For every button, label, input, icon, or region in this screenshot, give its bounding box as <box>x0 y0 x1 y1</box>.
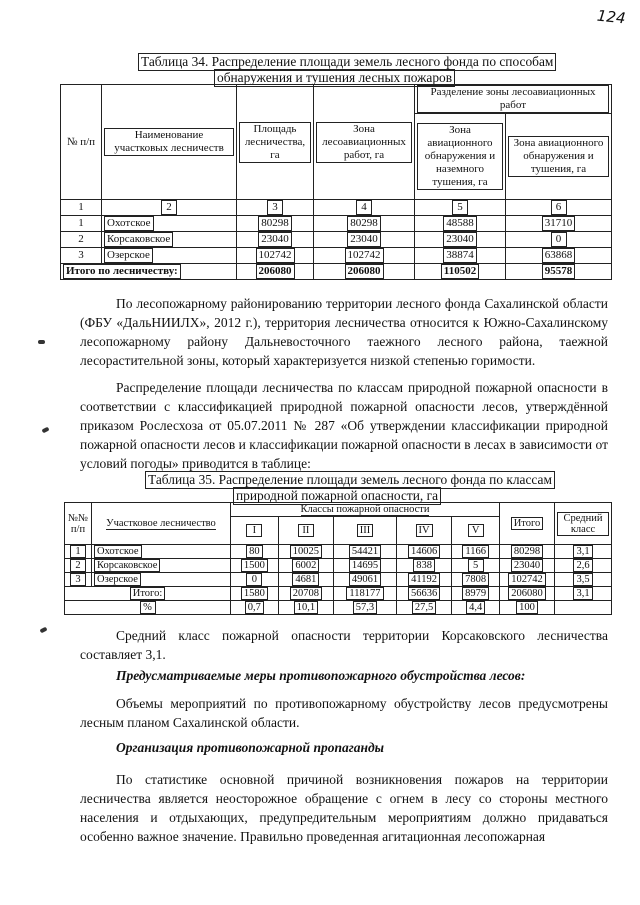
t34-cell: Озерское <box>102 248 237 264</box>
t35-cell: 8979 <box>452 587 500 601</box>
t34-cell: 23040 <box>237 232 314 248</box>
t34-cell: Корсаковское <box>102 232 237 248</box>
t35-cell: Озерское <box>92 573 231 587</box>
t35-cell: 5 <box>452 559 500 573</box>
t35-cell: 80298 <box>500 545 555 559</box>
t35-cell: 56636 <box>396 587 451 601</box>
t35-cell: 14695 <box>334 559 397 573</box>
t34-total-label: Итого по лесничеству: <box>61 264 237 280</box>
t35-cell: 57,3 <box>334 601 397 615</box>
t34-colnum: 1 <box>61 200 102 216</box>
t34-cell: 31710 <box>506 216 612 232</box>
table35 <box>64 502 612 615</box>
t34-h-split: Разделение зоны лесоавиационных работ <box>415 85 612 114</box>
t34-cell: 110502 <box>415 264 506 280</box>
page-number: 124 <box>596 6 627 28</box>
t34-cell: 0 <box>506 232 612 248</box>
table35-caption <box>146 472 554 504</box>
t34-h-no: № п/п <box>61 85 102 200</box>
t35-cell: 3,5 <box>555 573 612 587</box>
heading-fire-measures: Предусматриваемые меры противопожарного обустройства лесов: <box>116 668 526 683</box>
t35-class-label: II <box>278 517 333 545</box>
table35-caption-line1: Таблица 35. Распределение площади земель лесного фонда по классам <box>148 472 552 487</box>
t35-total-label: Итого: <box>65 587 231 601</box>
t34-cell: 48588 <box>415 216 506 232</box>
paragraph-measures <box>80 694 608 732</box>
t35-cell: 118177 <box>334 587 397 601</box>
t34-cell: 3 <box>61 248 102 264</box>
t35-cell: 4,4 <box>452 601 500 615</box>
t34-colnum: 6 <box>506 200 612 216</box>
t35-cell: 10025 <box>278 545 333 559</box>
t35-cell: 3,1 <box>555 545 612 559</box>
t34-colnum: 4 <box>314 200 415 216</box>
t34-cell: 38874 <box>415 248 506 264</box>
t35-cell: Корсаковское <box>92 559 231 573</box>
t35-cell: 27,5 <box>396 601 451 615</box>
table-row <box>61 248 612 264</box>
t34-h-area: Площадь лесничества, га <box>237 85 314 200</box>
t34-colnum: 3 <box>237 200 314 216</box>
t34-cell: 206080 <box>314 264 415 280</box>
t35-h-avg: Средний класс <box>555 503 612 545</box>
t35-cell: 2 <box>65 559 92 573</box>
table-row <box>65 545 612 559</box>
t35-cell: 1500 <box>231 559 279 573</box>
para3: Средний класс пожарной опасности территории Корсаковского лесничества составляет 3,1. <box>80 628 608 662</box>
t34-colnum: 2 <box>102 200 237 216</box>
t34-cell: 2 <box>61 232 102 248</box>
t35-h-classes: Классы пожарной опасности <box>231 503 500 517</box>
t35-cell: 100 <box>500 601 555 615</box>
t35-cell: 23040 <box>500 559 555 573</box>
t35-cell <box>555 601 612 615</box>
paragraph-fire-zoning <box>80 294 608 370</box>
paragraph-avg-class <box>80 626 608 664</box>
t35-cell: Охотское <box>92 545 231 559</box>
t35-cell: 3,1 <box>555 587 612 601</box>
t34-cell: 63868 <box>506 248 612 264</box>
t34-cell: 1 <box>61 216 102 232</box>
t35-cell: 2,6 <box>555 559 612 573</box>
t34-h-sub1: Зона авиационного обнаружения и наземного тушения, га <box>415 114 506 200</box>
t35-cell: 41192 <box>396 573 451 587</box>
paragraph-fire-classes <box>80 378 608 473</box>
para4: Объемы мероприятий по противопожарному обустройству лесов предусмотрены лесным планом Сахалинской области. <box>80 696 608 730</box>
table-row <box>65 573 612 587</box>
t35-h-no: №№ п/п <box>65 503 92 545</box>
t35-cell: 1580 <box>231 587 279 601</box>
t35-class-label: III <box>334 517 397 545</box>
table-row <box>65 559 612 573</box>
t35-cell: 14606 <box>396 545 451 559</box>
t34-cell: 102742 <box>237 248 314 264</box>
heading-propaganda: Организация противопожарной пропаганды <box>116 740 385 755</box>
t35-h-name: Участковое лесничество <box>92 503 231 545</box>
table34-caption-line1: Таблица 34. Распределение площади земель лесного фонда по способам <box>141 54 554 69</box>
t35-cell: 0,7 <box>231 601 279 615</box>
t34-cell: 102742 <box>314 248 415 264</box>
t35-pct-label: % <box>65 601 231 615</box>
margin-mark <box>41 427 49 434</box>
paragraph-propaganda <box>80 770 608 846</box>
table-row <box>61 232 612 248</box>
t35-cell: 49061 <box>334 573 397 587</box>
table-total-row <box>61 264 612 280</box>
t35-cell: 20708 <box>278 587 333 601</box>
margin-mark <box>38 340 45 344</box>
t35-cell: 3 <box>65 573 92 587</box>
t34-cell: 23040 <box>415 232 506 248</box>
t34-h-zone: Зона лесоавиационных работ, га <box>314 85 415 200</box>
table34-caption-line2: обнаружения и тушения лесных пожаров <box>217 70 453 85</box>
t35-cell: 838 <box>396 559 451 573</box>
t35-cell: 10,1 <box>278 601 333 615</box>
t35-cell: 1 <box>65 545 92 559</box>
t34-h-sub2: Зона авиационного обнаружения и тушения, га <box>506 114 612 200</box>
para5: По статистике основной причиной возникновения пожаров на территории лесничества является неосторожное обращение с огнем в лесу со стороны местного населения и отдыхающих, предупредительным мероприятиям должно придаваться особенно важное значение. Правильно проведенная агитационная лесопожарная <box>80 772 608 844</box>
t35-cell: 206080 <box>500 587 555 601</box>
t34-cell: 80298 <box>314 216 415 232</box>
t34-cell: 80298 <box>237 216 314 232</box>
t35-cell: 80 <box>231 545 279 559</box>
t34-cell: 23040 <box>314 232 415 248</box>
t35-class-label: V <box>452 517 500 545</box>
t35-cell: 0 <box>231 573 279 587</box>
para2: Распределение площади лесничества по классам природной пожарной опасности в соответствии с классификацией природной пожарной опасности лесов, утверждённой приказом Рослесхоза от 05.07.2011 № 287 «Об утверждении классификации природной пожарной опасности лесов и классификации пожарной опасности в лесах в зависимости от условий погоды» приводится в таблице: <box>80 380 608 471</box>
t34-cell: 206080 <box>237 264 314 280</box>
t34-cell: Охотское <box>102 216 237 232</box>
table35-caption-line2: природной пожарной опасности, га <box>236 488 439 503</box>
t35-class-label: I <box>231 517 279 545</box>
para1: По лесопожарному районированию территории лесного фонда Сахалинской области (ФБУ «ДальНИИЛХ», 2012 г.), территория лесничества относится к Южно-Сахалинскому лесопожарному району Дальневосточного таежного лесного района, таежной лесорастительной зоны, который характеризуется низкой степенью горимости. <box>80 296 608 368</box>
t35-cell: 102742 <box>500 573 555 587</box>
t34-colnum: 5 <box>415 200 506 216</box>
margin-mark <box>39 627 47 634</box>
t34-cell: 95578 <box>506 264 612 280</box>
t35-cell: 54421 <box>334 545 397 559</box>
t35-class-label: IV <box>396 517 451 545</box>
table-total-row <box>65 587 612 601</box>
table34 <box>60 84 612 280</box>
table-pct-row <box>65 601 612 615</box>
t34-h-name: Наименование участковых лесничеств <box>102 85 237 200</box>
t35-cell: 4681 <box>278 573 333 587</box>
t35-cell: 1166 <box>452 545 500 559</box>
table-row <box>61 216 612 232</box>
t35-cell: 6002 <box>278 559 333 573</box>
t35-h-total: Итого <box>500 503 555 545</box>
t35-cell: 7808 <box>452 573 500 587</box>
table34-caption <box>139 54 555 86</box>
